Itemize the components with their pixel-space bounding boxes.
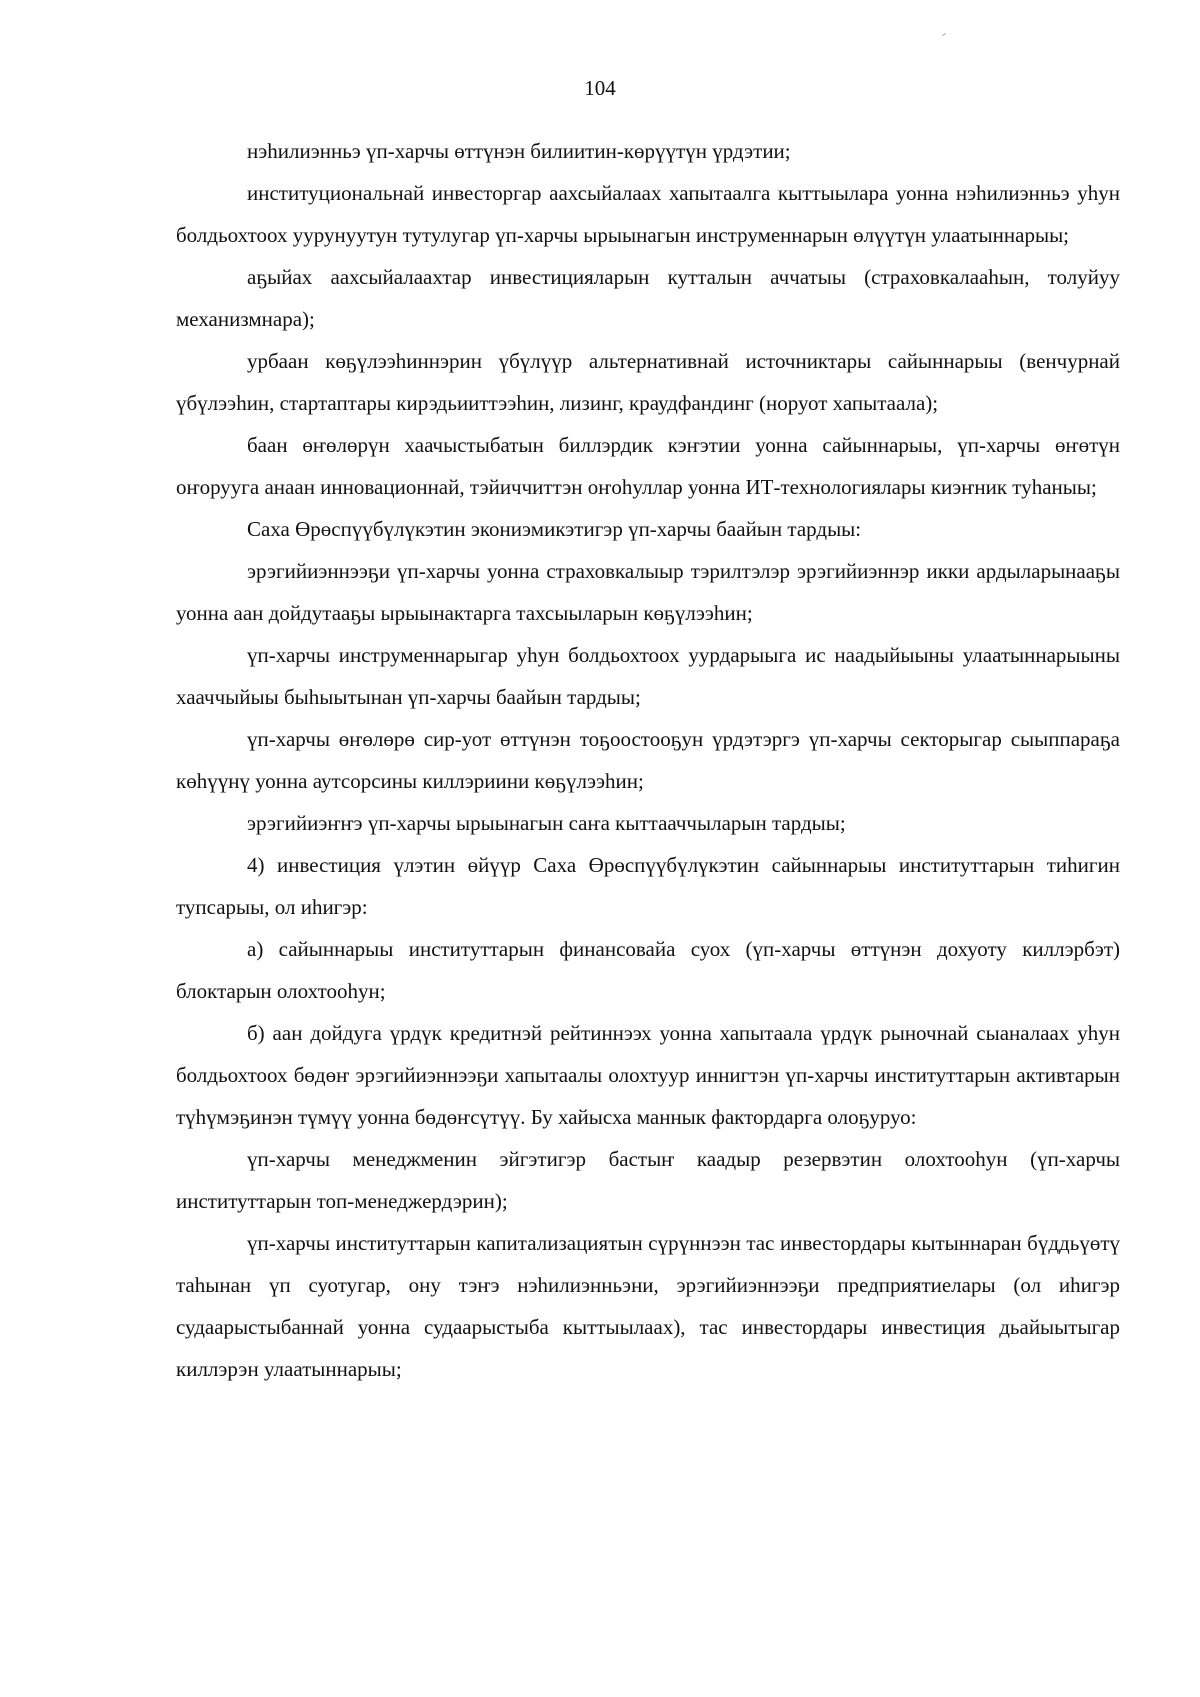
- paragraph: а) сайыннарыы институттарын финансовайа суох (үп-харчы өттүнэн дохуоту киллэрбэт) блоктарын олохтооһун;: [176, 937, 1120, 1003]
- paragraph: үп-харчы институттарын капитализациятын сүрүннээн тас инвестордары кытыннаран бүддьүөтү таһынан үп суотугар, ону тэҥэ нэһилиэнньэни, эрэгийиэннээҕи предприятиелары (ол иһигэр судаарыстыбаннай уонна судаарыстыба кыттыылаах), тас инвестордары инвестиция дьайыытыгар киллэрэн улаатыннарыы;: [176, 1231, 1120, 1381]
- paragraph: урбаан көҕүлээһиннэрин үбүлүүр альтернативнай источниктары сайыннарыы (венчурнай үбүлээһин, стартаптары кирэдьииттээһин, лизинг, краудфандинг (норуот хапытаала);: [176, 349, 1120, 415]
- paragraph: нэһилиэнньэ үп-харчы өттүнэн билиитин-көрүүтүн үрдэтии;: [247, 139, 791, 163]
- paragraph: үп-харчы инструменнарыгар уһун болдьохтоох уурдарыыга ис наадыйыыны улаатыннарыыны хааччыйыы быһыытынан үп-харчы баайын тардыы;: [176, 643, 1120, 709]
- paragraph: эрэгийиэҥҥэ үп-харчы ырыынагын саҥа кыттааччыларын тардыы;: [247, 811, 846, 835]
- paragraph: институциональнай инвесторгар аахсыйалаах хапытаалга кыттыылара уонна нэһилиэнньэ уһун болдьохтоох уурунуутун тутулугар үп-харчы ырыынагын инструменнарын өлүүтүн улаатыннарыы;: [176, 181, 1120, 247]
- paragraph: Саха Өрөспүүбүлүкэтин экониэмикэтигэр үп-харчы баайын тардыы:: [247, 517, 862, 541]
- paragraph: үп-харчы өҥөлөрө сир-уот өттүнэн тоҕоостооҕун үрдэтэргэ үп-харчы секторыгар сыыппараҕа көһүүнү уонна аутсорсины киллэриини көҕүлээһин;: [176, 727, 1120, 793]
- page-number: 104: [584, 76, 616, 100]
- paragraph: аҕыйах аахсыйалаахтар инвестицияларын кутталын аччатыы (страховкалааһын, толуйуу механизмнара);: [176, 265, 1120, 331]
- paragraph: эрэгийиэннээҕи үп-харчы уонна страховкалыыр тэрилтэлэр эрэгийиэннэр икки ардыларынааҕы уонна аан дойдутааҕы ырыынактарга тахсыыларын көҕүлээһин;: [176, 559, 1120, 625]
- paragraph: б) аан дойдуга үрдүк кредитнэй рейтиннээх уонна хапытаала үрдүк рыночнай сыаналаах уһун болдьохтоох бөдөҥ эрэгийиэннээҕи хапытаалы олохтуур иннигтэн үп-харчы институттарын активтарын түһүмэҕинэн түмүү уонна бөдөҥсүтүү. Бу хайысха маннык фактордарга олоҕуруо:: [176, 1021, 1120, 1129]
- scan-speck: [942, 33, 946, 36]
- paragraph: 4) инвестиция үлэтин өйүүр Саха Өрөспүүбүлүкэтин сайыннарыы институттарын тиһигин тупсарыы, ол иһигэр:: [176, 853, 1120, 919]
- document-body: [176, 130, 1120, 1390]
- paragraph: баан өҥөлөрүн хаачыстыбатын биллэрдик кэҥэтии уонна сайыннарыы, үп-харчы өҥөтүн оҥорууга анаан инновационнай, тэйиччиттэн оҥоһуллар уонна ИТ-технологиялары киэҥник туһаныы;: [176, 433, 1120, 499]
- paragraph: үп-харчы менеджменин эйгэтигэр бастыҥ каадыр резервэтин олохтооһун (үп-харчы институттарын топ-менеджердэрин);: [176, 1147, 1120, 1213]
